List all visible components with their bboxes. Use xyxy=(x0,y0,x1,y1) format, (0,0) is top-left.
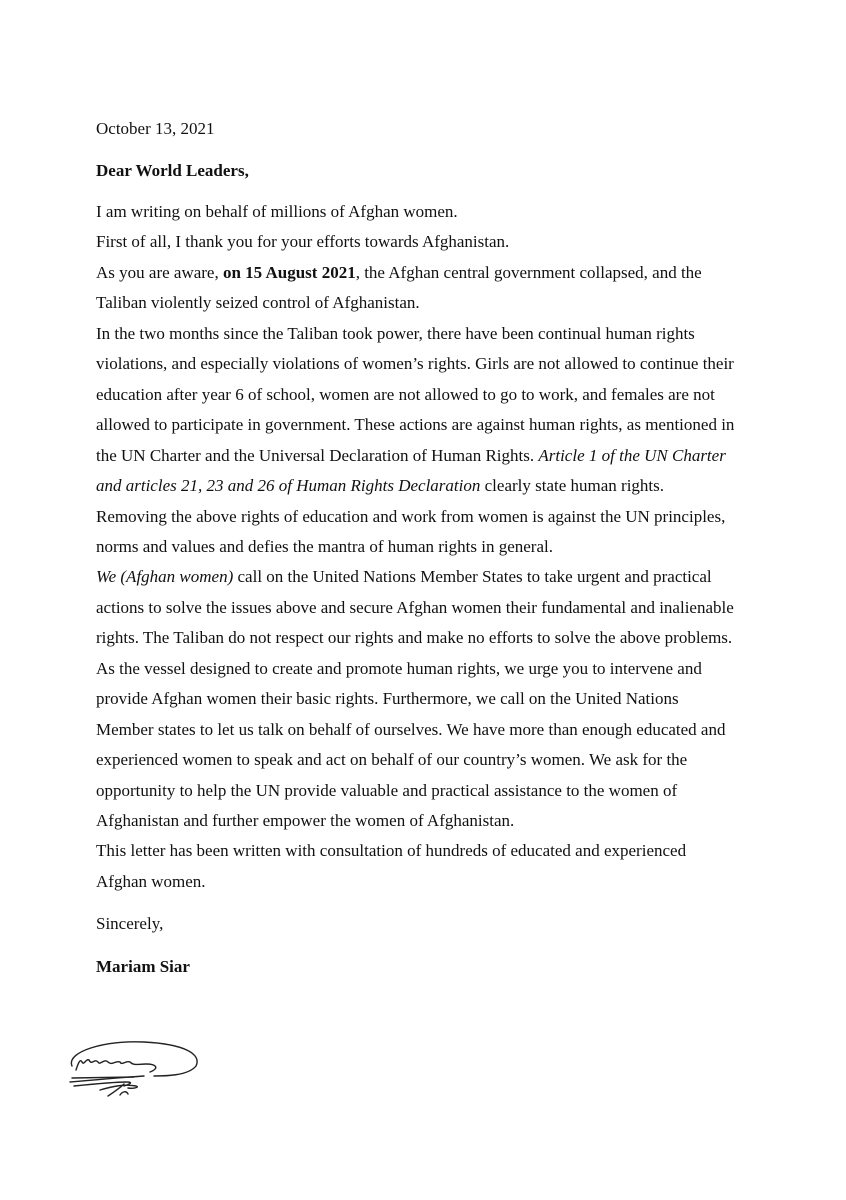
body-line xyxy=(96,202,458,222)
body-text: Afghanistan and further empower the women of Afghanistan. xyxy=(96,811,515,830)
body-text: education after year 6 of school, women are not allowed to go to work, and females are not xyxy=(96,384,715,404)
body-text: Removing the above rights of education and work from women is against the UN principles, xyxy=(96,506,726,526)
body-line xyxy=(96,446,726,466)
italic-text: and articles 21, 23 and 26 of Human Rights Declaration xyxy=(96,476,481,496)
body-text: allowed to participate in government. These actions are against human rights, as mentioned in xyxy=(96,415,735,435)
body-line xyxy=(96,263,702,283)
body-text: actions to solve the issues above and secure Afghan women their fundamental and inalienable xyxy=(96,597,734,617)
body-line xyxy=(96,507,725,527)
body-text: opportunity to help the UN provide valuable and practical assistance to the women of xyxy=(96,780,678,800)
body-text: Taliban violently seized control of Afghanistan. xyxy=(96,293,420,313)
body-line xyxy=(96,720,725,740)
salutation: Dear World Leaders, xyxy=(96,161,249,180)
body-line xyxy=(96,872,206,892)
body-line xyxy=(96,476,664,496)
body-text: violations, and especially violations of women’s rights. Girls are not allowed to continue their xyxy=(96,354,734,374)
body-text: clearly state human rights. xyxy=(480,476,665,496)
body-text: In the two months since the Taliban took power, there have been continual human rights xyxy=(96,323,695,343)
body-text: First of all, I thank you for your efforts towards Afghanistan. xyxy=(96,232,510,252)
body-line xyxy=(96,598,734,618)
body-text: provide Afghan women their basic rights. Furthermore, we call on the United Nations xyxy=(96,689,679,709)
body-line xyxy=(96,293,420,313)
bold-text: on 15 August 2021 xyxy=(222,262,356,282)
handwritten-signature xyxy=(64,1032,204,1102)
body-line xyxy=(96,811,514,831)
body-text: This letter has been written with consultation of hundreds of educated and experienced xyxy=(96,841,687,861)
closing: Sincerely, xyxy=(96,914,164,933)
body-line xyxy=(96,841,686,861)
body-line xyxy=(96,567,712,587)
body-line xyxy=(96,354,734,374)
body-text: As the vessel designed to create and promote human rights, we urge you to intervene and xyxy=(96,658,702,678)
italic-text: We (Afghan women) xyxy=(96,567,234,587)
body-text: Member states to let us talk on behalf of ourselves. We have more than enough educated and xyxy=(96,719,726,739)
body-text: the UN Charter and the Universal Declaration of Human Rights. xyxy=(96,445,539,465)
body-text: experienced women to speak and act on behalf of our country’s women. We ask for the xyxy=(96,750,688,770)
body-line xyxy=(96,415,734,435)
letter-date: October 13, 2021 xyxy=(96,119,215,138)
body-text: , the Afghan central government collapsed, and the xyxy=(355,262,702,282)
body-line xyxy=(96,659,702,679)
body-line xyxy=(96,537,553,557)
body-line xyxy=(96,750,687,770)
body-text: call on the United Nations Member States to take urgent and practical xyxy=(233,567,712,587)
body-text: norms and values and defies the mantra of human rights in general. xyxy=(96,536,553,556)
body-line xyxy=(96,324,695,344)
signer-name: Mariam Siar xyxy=(96,957,190,976)
body-line xyxy=(96,385,715,405)
body-text: As you are aware, xyxy=(96,262,223,282)
body-line xyxy=(96,781,677,801)
body-line xyxy=(96,628,732,648)
body-text: I am writing on behalf of millions of Afghan women. xyxy=(96,202,458,221)
body-text: rights. The Taliban do not respect our rights and make no efforts to solve the above problems. xyxy=(96,628,733,648)
body-line xyxy=(96,689,679,709)
italic-text: Article 1 of the UN Charter xyxy=(538,445,726,465)
body-text: Afghan women. xyxy=(96,871,206,891)
body-line xyxy=(96,232,509,252)
